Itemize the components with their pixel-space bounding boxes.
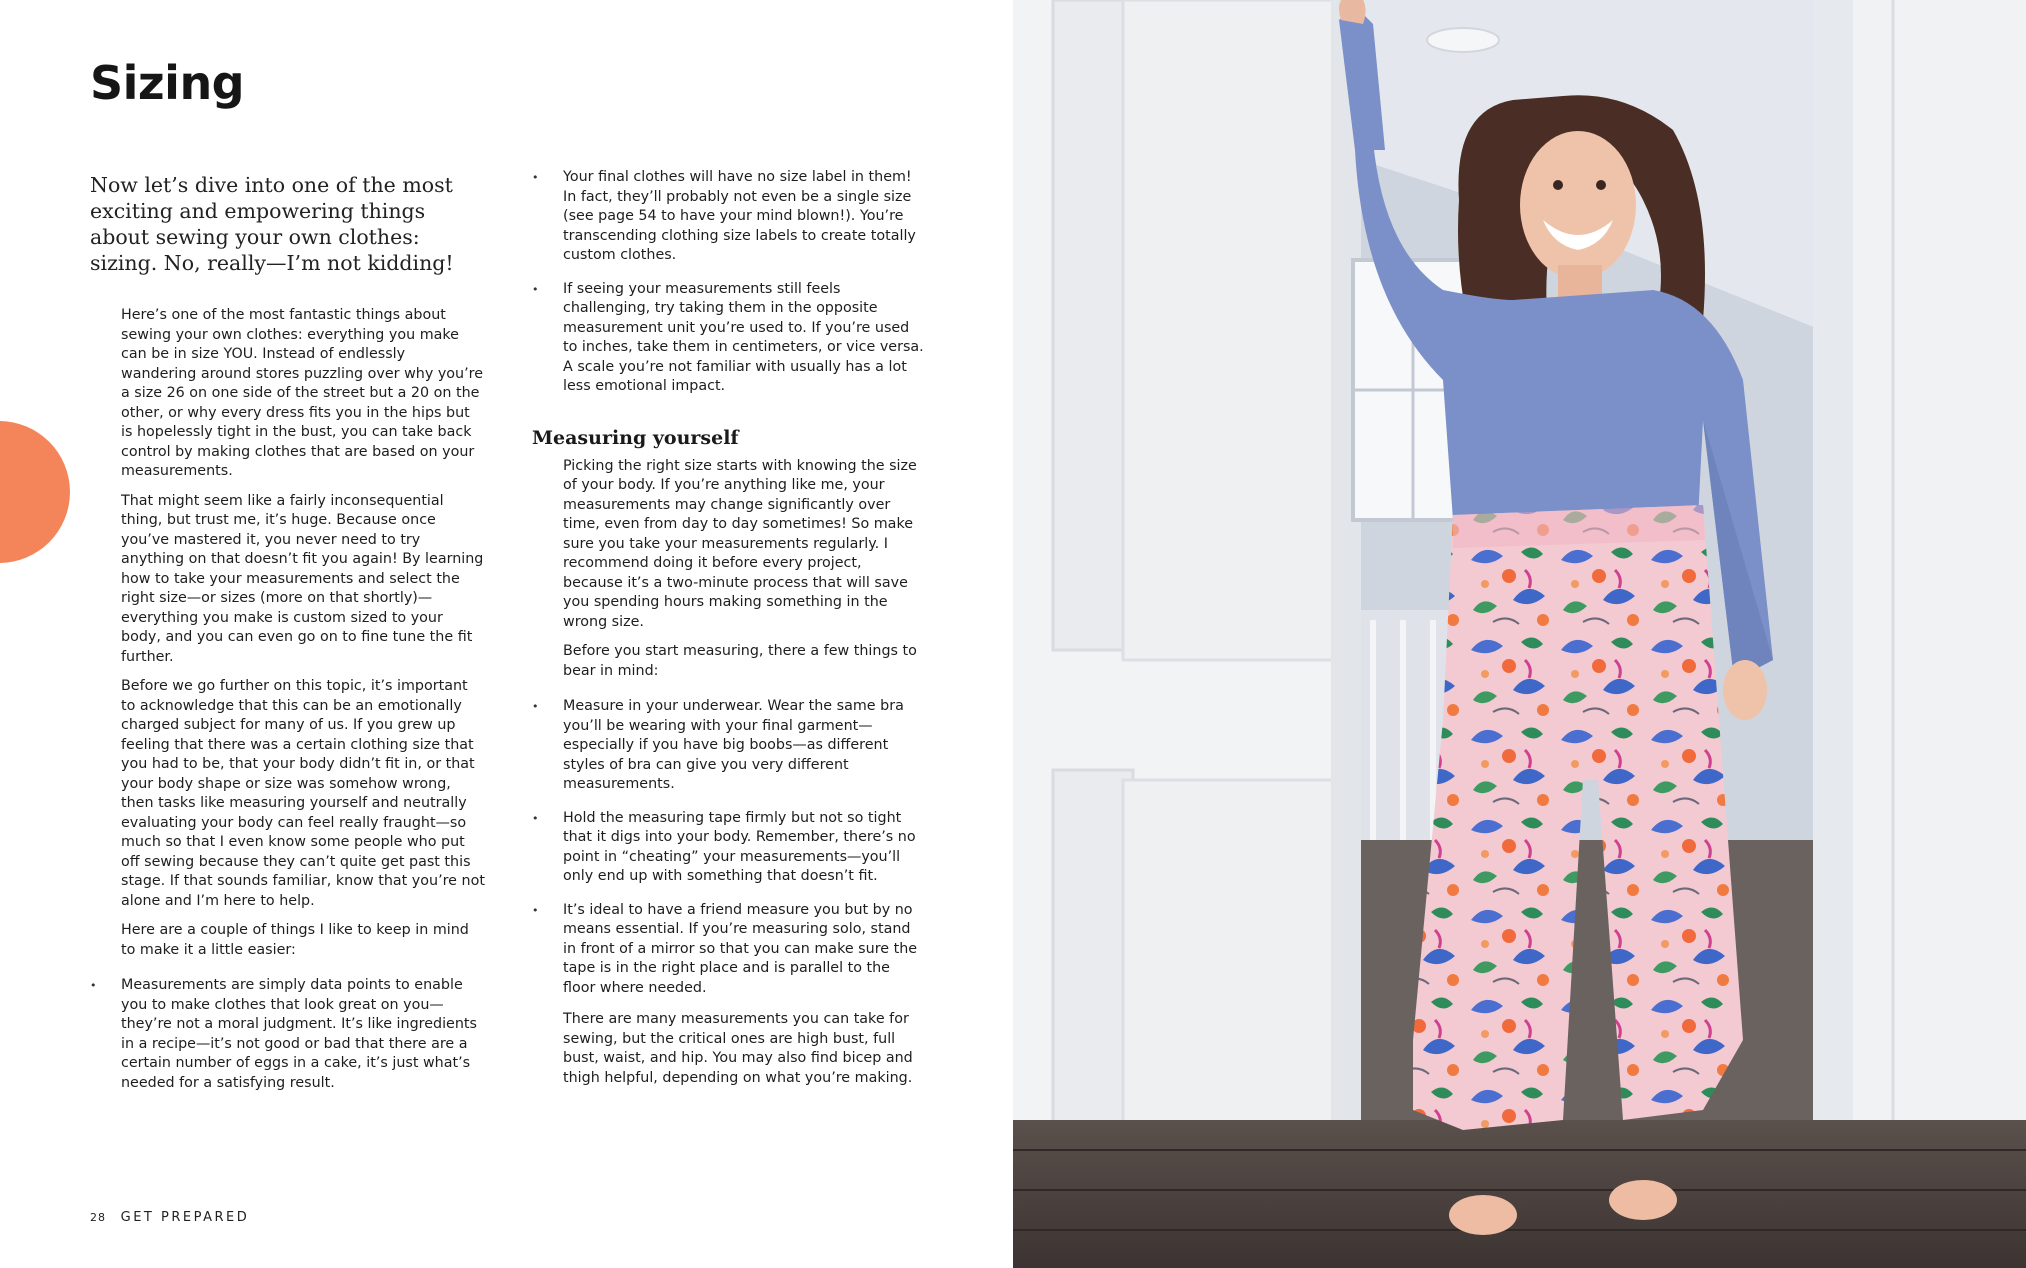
bullet-item: • Measure in your underwear. Wear the same bra you’ll be wearing with your final garment—especially if you have big boobs—as different styles of bra can give you very different measurements. [563,697,924,795]
text-column-right [532,168,924,1098]
page-footer [90,1210,249,1225]
section-name: GET PREPARED [120,1210,250,1225]
page-number: 28 [90,1211,106,1224]
bullet-item: • Your final clothes will have no size label in them! In fact, they’ll probably not even be a single size (see page 54 to have your mind blown!). You’re transcending clothing size labels to create totally custom clothes. [563,168,924,266]
bullet-list [532,168,924,397]
bullet-item: • Measurements are simply data points to enable you to make clothes that look great on you—they’re not a moral judgment. It’s like ingredients in a recipe—it’s not good or bad that there are a certain number of eggs in a cake, it’s just what’s needed for a satisfying result. [121,976,485,1093]
section-heading: Measuring yourself [532,426,739,449]
body-paragraph: Here’s one of the most fantastic things about sewing your own clothes: everything you make can be in size YOU. Instead of endlessly wandering around stores puzzling over why you’re a size 26 on one side of the street but a 20 on the other, or why every dress fits you in the hips but is hopelessly tight in the bust, you can take back control by making clothes that are based on your measurements. [121,307,484,479]
photo-page [1013,0,2026,1268]
bullet-item: • Hold the measuring tape firmly but not so tight that it digs into your body. Remember, there’s no point in “cheating” your measurements—you’ll only end up with something that doesn’t fit. [563,809,924,887]
bullet-item: • It’s ideal to have a friend measure you but by no means essential. If you’re measuring solo, stand in front of a mirror so that you can make sure the tape is in the right place and is parallel to the floor where needed. [563,901,924,999]
bullet-item: • If seeing your measurements still feels challenging, try taking them in the opposite measurement unit you’re used to. If you’re used to inches, take them in centimeters, or vice versa. A scale you’re not familiar with usually has a lot less emotional impact. [563,280,924,397]
page-title: Sizing [90,56,245,110]
body-paragraph: That might seem like a fairly inconsequential thing, but trust me, it’s huge. Because once you’ve mastered it, you never need to try anything on that doesn’t fit you again! By learning how to take your measurements and select the right size—or sizes (more on that shortly)—everything you make is custom sized to your body, and you can even go on to fine tune the fit further. [121,492,484,665]
body-paragraph: Before we go further on this topic, it’s important to acknowledge that this can be an emotionally charged subject for many of us. If you grew up feeling that there was a certain clothing size that you had to be, that your body didn’t fit in, or that your body shape or size was somehow wrong, then tasks like measuring yourself and neutrally evaluating your body can feel really fraught—so much so that I even know some people who put off sewing because they can’t quite get past this stage. If that sounds familiar, know that you’re not alone and I’m here to help. [121,678,485,909]
bullet-list [532,697,924,998]
bullet-list [90,976,485,1093]
intro-text: Now let’s dive into one of the most exciting and empowering things about sewing your own clothes: sizing. No, really—I’m not kidding! [90,173,454,275]
accent-circle [0,421,70,563]
text-column-left [90,172,485,1107]
closing-paragraph: There are many measurements you can take for sewing, but the critical ones are high bust, full bust, waist, and hip. You may also find bicep and thigh helpful, depending on what you’re making. [563,1011,913,1086]
body-paragraph: Before you start measuring, there a few things to bear in mind: [563,643,917,679]
body-paragraph: Here are a couple of things I like to keep in mind to make it a little easier: [121,922,469,958]
body-paragraph: Picking the right size starts with knowing the size of your body. If you’re anything like me, your measurements may change significantly over time, even from day to day sometimes! So make sure you take your measurements regularly. I recommend doing it before every project, because it’s a two-minute process that will save you spending hours making something in the wrong size. [563,457,917,630]
photo-illustration [1013,0,2026,1268]
